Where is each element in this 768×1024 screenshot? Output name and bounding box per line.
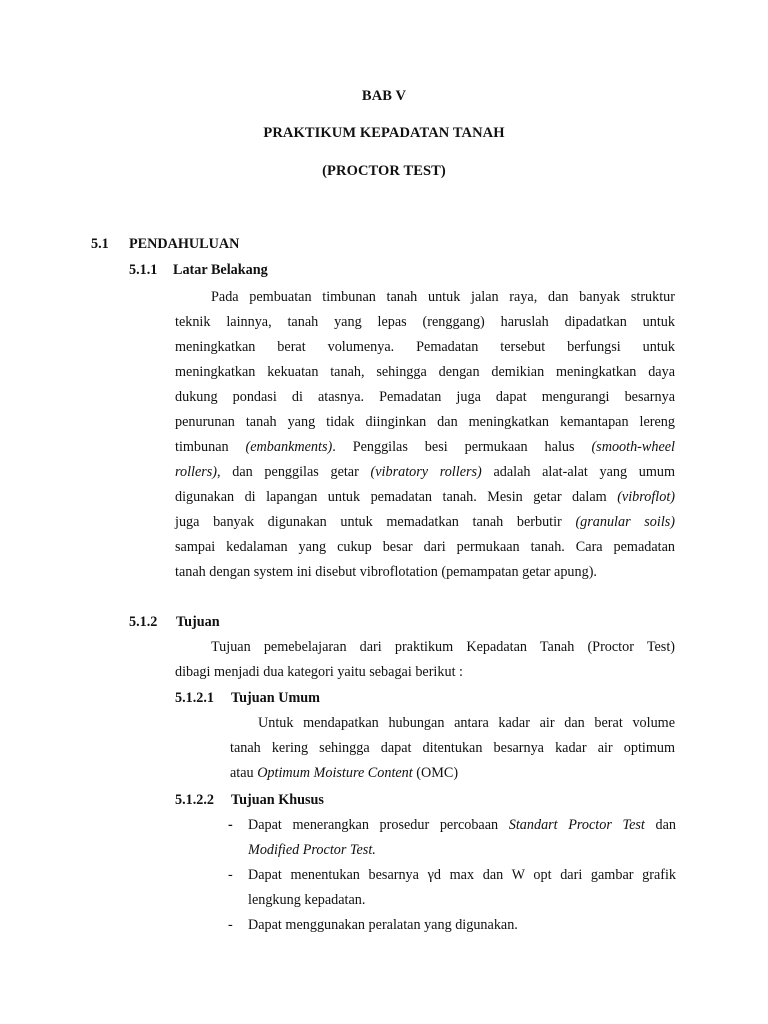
section-5-1-1-number: 5.1.1 (129, 262, 158, 278)
bullet-dash: - (228, 867, 233, 883)
paragraph-line: teknik lainnya, tanah yang lepas (renggang) haruslah dipadatkan untuk (175, 314, 675, 330)
paragraph-line: tanah dengan system ini disebut vibroflotation (pemampatan getar apung). (175, 564, 597, 580)
section-5-1-2-number: 5.1.2 (129, 614, 158, 630)
paragraph-line: meningkatkan berat volumenya. Pemadatan tersebut berfungsi untuk (175, 339, 675, 355)
section-5-1-title: PENDAHULUAN (129, 236, 240, 252)
section-5-1-2-title: Tujuan (176, 614, 220, 630)
chapter-title: PRAKTIKUM KEPADATAN TANAH (263, 125, 505, 141)
paragraph-line: tanah kering sehingga dapat ditentukan besarnya kadar air optimum (230, 740, 675, 756)
section-5-1-2-2-number: 5.1.2.2 (175, 792, 215, 808)
section-5-1-2-1-number: 5.1.2.1 (175, 690, 215, 706)
bullet-dash: - (228, 817, 233, 833)
list-item-text: Dapat menentukan besarnya γd max dan W opt dari gambar grafik lengkung kepadatan. (248, 867, 676, 908)
paragraph-line: Pada pembuatan timbunan tanah untuk jalan raya, dan banyak struktur (211, 289, 675, 305)
list-item (228, 863, 676, 913)
paragraph-line: timbunan (embankments). Penggilas besi permukaan halus (smooth-wheel (175, 439, 675, 455)
list-item (228, 913, 676, 938)
tujuan-paragraph (175, 635, 675, 685)
paragraph-line: Tujuan pemebelajaran dari praktikum Kepadatan Tanah (Proctor Test) (211, 639, 675, 655)
paragraph-line: sampai kedalaman yang cukup besar dari permukaan tanah. Cara pemadatan (175, 539, 675, 555)
list-item-text: Dapat menggunakan peralatan yang digunakan. (248, 917, 518, 933)
section-5-1-1-title: Latar Belakang (173, 262, 268, 278)
section-5-1-number: 5.1 (91, 236, 109, 252)
chapter-heading: BAB V (361, 88, 407, 104)
latar-belakang-paragraph (175, 285, 675, 585)
paragraph-line: rollers), dan penggilas getar (vibratory rollers) adalah alat-alat yang umum (175, 464, 676, 480)
bullet-dash: - (228, 917, 233, 933)
paragraph-line: dukung pondasi di atasnya. Pemadatan juga dapat mengurangi besarnya (175, 389, 675, 405)
chapter-subtitle: (PROCTOR TEST) (322, 163, 446, 179)
paragraph-line: penurunan tanah yang tidak diinginkan dan meningkatkan kemantapan lereng (175, 414, 675, 430)
section-5-1-2-2-title: Tujuan Khusus (231, 792, 324, 808)
section-5-1-2-1-title: Tujuan Umum (231, 690, 320, 706)
paragraph-line: meningkatkan kekuatan tanah, sehingga dengan demikian meningkatkan daya (175, 364, 675, 380)
tujuan-umum-paragraph (230, 711, 675, 786)
list-item (228, 813, 676, 863)
paragraph-line: Untuk mendapatkan hubungan antara kadar air dan berat volume (258, 715, 675, 731)
paragraph-line: digunakan di lapangan untuk pemadatan tanah. Mesin getar dalam (vibroflot) (175, 489, 675, 505)
paragraph-line: atau Optimum Moisture Content (OMC) (230, 765, 459, 781)
list-item-text: Dapat menerangkan prosedur percobaan Standart Proctor Test dan Modified Proctor Test. (248, 817, 676, 858)
paragraph-line: juga banyak digunakan untuk memadatkan tanah berbutir (granular soils) (175, 514, 676, 530)
paragraph-line: dibagi menjadi dua kategori yaitu sebagai berikut : (175, 664, 463, 680)
